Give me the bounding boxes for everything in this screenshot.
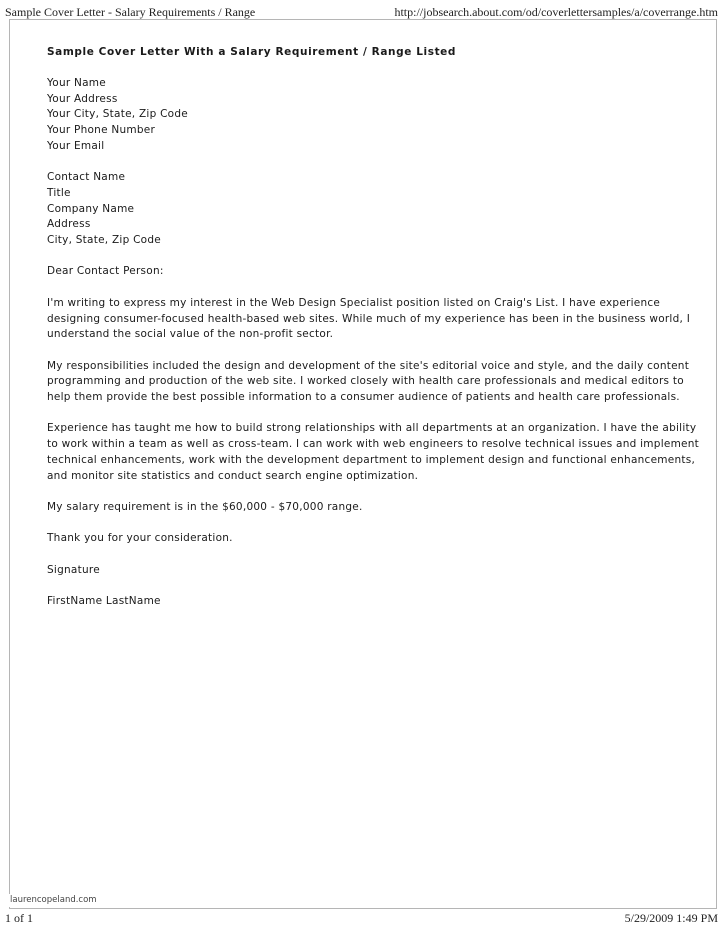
recipient-title: Title <box>47 186 71 199</box>
paragraph-responsibilities: My responsibilities included the design and development of the site's editorial voice and style, and the daily content programming and production of the web site. I worked closely with health care professionals and medical editors to help them provide the best possible information to a consumer audience of patients and health care professionals. <box>47 359 690 403</box>
watermark: laurencopeland.com <box>4 894 103 907</box>
cover-letter <box>47 44 700 610</box>
letter-title: Sample Cover Letter With a Salary Requirement / Range Listed <box>47 46 457 58</box>
closing-thanks: Thank you for your consideration. <box>47 532 233 545</box>
print-header <box>5 4 718 20</box>
recipient-company: Company Name <box>47 202 135 215</box>
sender-city-state-zip: Your City, State, Zip Code <box>47 108 188 121</box>
sender-phone: Your Phone Number <box>47 124 156 137</box>
signer-name: FirstName LastName <box>47 595 161 608</box>
sender-email: Your Email <box>47 139 105 152</box>
sender-name: Your Name <box>47 77 106 89</box>
print-url: http://jobsearch.about.com/od/coverlettersamples/a/coverrange.htm <box>394 5 718 19</box>
salutation: Dear Contact Person: <box>47 265 164 278</box>
print-datetime: 5/29/2009 1:49 PM <box>624 911 718 925</box>
recipient-contact-name: Contact Name <box>47 171 126 184</box>
sender-address-block <box>47 76 687 155</box>
signature-line: Signature <box>47 563 100 576</box>
recipient-address-block <box>47 170 687 249</box>
paragraph-interest: I'm writing to express my interest in the Web Design Specialist position listed on Craig's List. I have experience designing consumer-focused health-based web sites. While much of my experience has been in the business world, I understand the social value of the non-profit sector. <box>47 296 691 341</box>
recipient-city-state-zip: City, State, Zip Code <box>47 234 161 247</box>
print-page-count: 1 of 1 <box>5 911 33 925</box>
sender-address: Your Address <box>47 92 118 105</box>
recipient-address: Address <box>47 218 91 231</box>
print-footer <box>5 910 718 926</box>
salary-requirement: My salary requirement is in the $60,000 - $70,000 range. <box>47 500 363 513</box>
paragraph-experience: Experience has taught me how to build strong relationships with all departments at an organization. I have the ability to work within a team as well as cross-team. I can work with web engineers to resolve technical issues and implement technical enhancements, work with the development department to implement design and functional enhancements, and monitor site statistics and conduct search engine optimization. <box>47 422 700 482</box>
print-page-title: Sample Cover Letter - Salary Requirements / Range <box>5 5 256 19</box>
